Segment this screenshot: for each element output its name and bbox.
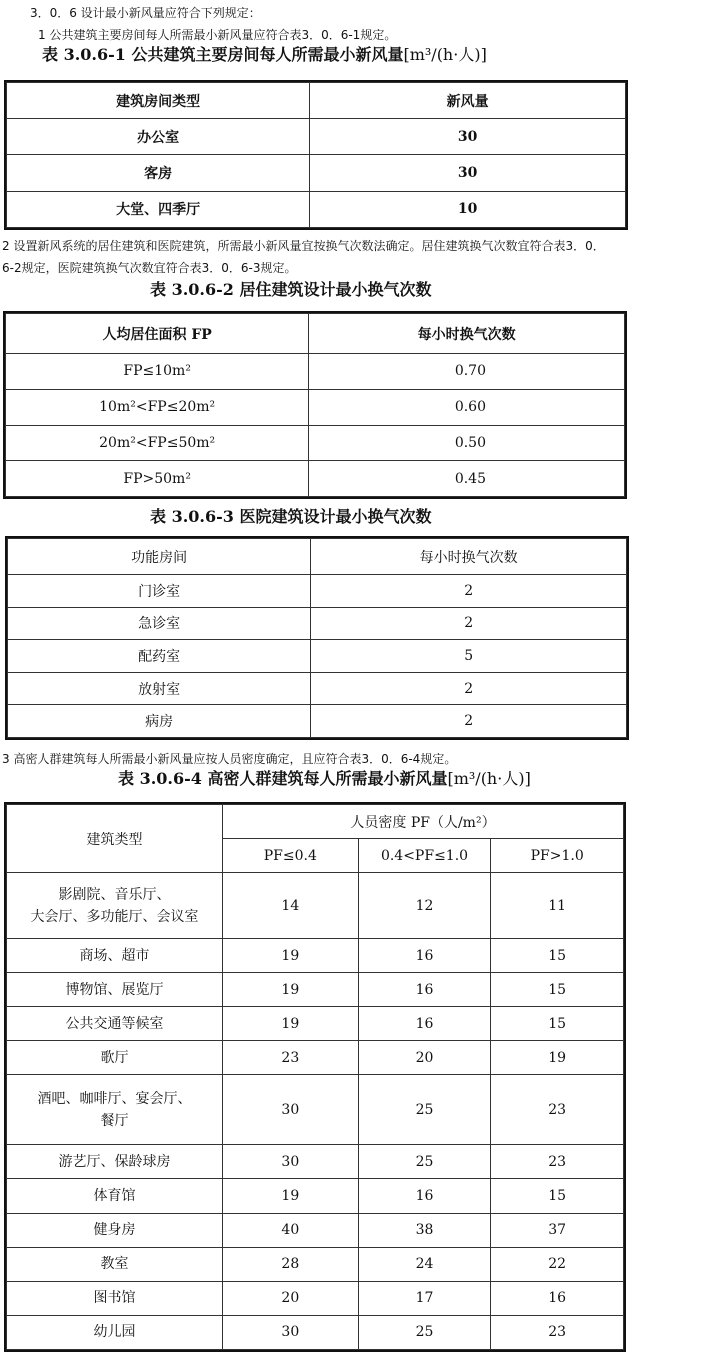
table3-title: 表 3.0.6-3 医院建筑设计最小换气次数 bbox=[150, 507, 432, 526]
table4-cell-value: 14 bbox=[222, 873, 358, 939]
table4-cell-type: 公共交通等候室 bbox=[7, 1007, 223, 1041]
table2-header-area: 人均居住面积 FP bbox=[6, 314, 309, 354]
table1-cell-type: 客房 bbox=[7, 155, 310, 191]
table4-cell-value: 37 bbox=[491, 1213, 624, 1247]
table3-cell-rate: 2 bbox=[311, 705, 627, 738]
table3-cell-room: 门诊室 bbox=[8, 575, 311, 608]
table1-title-unit: [m³/(h·人)] bbox=[403, 45, 487, 64]
table2-cell-rate: 0.50 bbox=[309, 425, 625, 461]
table4-title-unit: [m³/(h·人)] bbox=[447, 769, 531, 788]
item-2-text-line2: 6-2规定，医院建筑换气次数宜符合表3．0．6-3规定。 bbox=[2, 261, 297, 275]
table-row bbox=[7, 1007, 624, 1041]
table3-cell-rate: 2 bbox=[311, 575, 627, 608]
table4-cell-value: 23 bbox=[491, 1075, 624, 1145]
table4-cell-type-line2: 大会厅、多功能厅、会议室 bbox=[30, 908, 199, 925]
table1-cell-airflow: 30 bbox=[310, 155, 626, 191]
table4-cell-value: 16 bbox=[358, 939, 491, 973]
table4-header-type: 建筑类型 bbox=[7, 805, 223, 873]
table4-cell-value: 15 bbox=[491, 1007, 624, 1041]
table4-cell-value: 16 bbox=[491, 1281, 624, 1315]
table1-cell-airflow: 10 bbox=[310, 191, 626, 227]
table4-cell-value: 15 bbox=[491, 1179, 624, 1213]
table-row bbox=[8, 672, 627, 705]
table4-cell-value: 19 bbox=[222, 1007, 358, 1041]
table4-cell-value: 19 bbox=[222, 973, 358, 1007]
table4-cell-value: 23 bbox=[491, 1145, 624, 1179]
table-row bbox=[6, 354, 625, 390]
table3-header-room: 功能房间 bbox=[8, 539, 311, 575]
table4-cell-type: 商场、超市 bbox=[7, 939, 223, 973]
table4-cell-value: 16 bbox=[358, 1007, 491, 1041]
item-1-text: 1 公共建筑主要房间每人所需最小新风量应符合表3．0．6-1规定。 bbox=[38, 28, 397, 42]
table-row bbox=[7, 191, 626, 227]
table4-cell-value: 19 bbox=[491, 1041, 624, 1075]
table-row bbox=[8, 575, 627, 608]
table1-cell-type: 办公室 bbox=[7, 119, 310, 155]
table-row bbox=[7, 873, 624, 939]
table4-cell-value: 30 bbox=[222, 1315, 358, 1349]
table4-header-density-high: PF>1.0 bbox=[491, 839, 624, 873]
table-row bbox=[7, 1075, 624, 1145]
table4-cell-value: 24 bbox=[358, 1247, 491, 1281]
table2-cell-area: 20m²<FP≤50m² bbox=[6, 425, 309, 461]
table4-cell-type: 歌厅 bbox=[7, 1041, 223, 1075]
table4-cell-type: 博物馆、展览厅 bbox=[7, 973, 223, 1007]
table-row bbox=[7, 1145, 624, 1179]
table4-cell-value: 19 bbox=[222, 1179, 358, 1213]
table4-cell-value: 40 bbox=[222, 1213, 358, 1247]
item-2-text-line1: 2 设置新风系统的居住建筑和医院建筑，所需最小新风量宜按换气次数法确定。居住建筑换气次数宜符合表3．0． bbox=[2, 239, 605, 253]
table2-cell-area: FP>50m² bbox=[6, 461, 309, 497]
table4-header-density: 人员密度 PF（人/m²） bbox=[222, 805, 623, 839]
table1-header-type: 建筑房间类型 bbox=[7, 83, 310, 119]
table4-cell-value: 25 bbox=[358, 1315, 491, 1349]
table4-cell-type bbox=[7, 1075, 223, 1145]
table4-cell-type: 幼儿园 bbox=[7, 1315, 223, 1349]
table4-cell-value: 17 bbox=[358, 1281, 491, 1315]
table-3-0-6-4 bbox=[4, 802, 626, 1352]
table-row bbox=[8, 705, 627, 738]
table4-cell-value: 23 bbox=[491, 1315, 624, 1349]
table4-cell-value: 15 bbox=[491, 939, 624, 973]
table4-cell-value: 25 bbox=[358, 1075, 491, 1145]
table2-title: 表 3.0.6-2 居住建筑设计最小换气次数 bbox=[150, 280, 432, 299]
table4-cell-type: 图书馆 bbox=[7, 1281, 223, 1315]
table1-title bbox=[42, 44, 487, 66]
table-row bbox=[7, 1213, 624, 1247]
table4-cell-type: 教室 bbox=[7, 1247, 223, 1281]
table2-cell-rate: 0.70 bbox=[309, 354, 625, 390]
table4-cell-value: 25 bbox=[358, 1145, 491, 1179]
table4-header-density-low: PF≤0.4 bbox=[222, 839, 358, 873]
table2-cell-area: FP≤10m² bbox=[6, 354, 309, 390]
table-row bbox=[7, 1315, 624, 1349]
table4-cell-type: 健身房 bbox=[7, 1213, 223, 1247]
table3-cell-room: 配药室 bbox=[8, 640, 311, 673]
table4-cell-value: 12 bbox=[358, 873, 491, 939]
table3-cell-rate: 2 bbox=[311, 672, 627, 705]
table3-cell-rate: 5 bbox=[311, 640, 627, 673]
table-3-0-6-3 bbox=[5, 536, 629, 740]
table4-cell-value: 15 bbox=[491, 973, 624, 1007]
table-row bbox=[8, 640, 627, 673]
table-3-0-6-1 bbox=[4, 80, 628, 230]
table1-cell-airflow: 30 bbox=[310, 119, 626, 155]
table3-cell-room: 急诊室 bbox=[8, 607, 311, 640]
table2-cell-rate: 0.45 bbox=[309, 461, 625, 497]
table4-cell-value: 30 bbox=[222, 1145, 358, 1179]
table2-cell-rate: 0.60 bbox=[309, 389, 625, 425]
table-row bbox=[7, 939, 624, 973]
table2-header-rate: 每小时换气次数 bbox=[309, 314, 625, 354]
table3-cell-room: 病房 bbox=[8, 705, 311, 738]
table-row bbox=[7, 973, 624, 1007]
table4-cell-type bbox=[7, 873, 223, 939]
table4-cell-value: 23 bbox=[222, 1041, 358, 1075]
table-row bbox=[7, 1281, 624, 1315]
table-row bbox=[6, 461, 625, 497]
table4-cell-type: 体育馆 bbox=[7, 1179, 223, 1213]
table4-header-density-mid: 0.4<PF≤1.0 bbox=[358, 839, 491, 873]
table4-cell-value: 16 bbox=[358, 1179, 491, 1213]
table2-cell-area: 10m²<FP≤20m² bbox=[6, 389, 309, 425]
table4-cell-type-line1: 影剧院、音乐厅、 bbox=[58, 886, 171, 903]
table4-cell-value: 16 bbox=[358, 973, 491, 1007]
item-3-text: 3 高密人群建筑每人所需最小新风量应按人员密度确定，且应符合表3．0．6-4规定。 bbox=[2, 752, 457, 766]
table-row bbox=[7, 1247, 624, 1281]
table4-cell-value: 22 bbox=[491, 1247, 624, 1281]
table1-title-text: 表 3.0.6-1 公共建筑主要房间每人所需最小新风量 bbox=[42, 45, 404, 64]
table-row bbox=[6, 425, 625, 461]
table3-header-rate: 每小时换气次数 bbox=[311, 539, 627, 575]
table4-cell-value: 38 bbox=[358, 1213, 491, 1247]
table4-title bbox=[118, 768, 531, 790]
table-row bbox=[7, 119, 626, 155]
table3-cell-room: 放射室 bbox=[8, 672, 311, 705]
table4-title-text: 表 3.0.6-4 高密人群建筑每人所需最小新风量 bbox=[118, 769, 448, 788]
table-row bbox=[8, 607, 627, 640]
table-row bbox=[7, 1179, 624, 1213]
table-row bbox=[7, 1041, 624, 1075]
table-row bbox=[7, 155, 626, 191]
clause-heading: 3．0．6 设计最小新风量应符合下列规定： bbox=[30, 6, 261, 20]
table3-cell-rate: 2 bbox=[311, 607, 627, 640]
table4-cell-value: 20 bbox=[358, 1041, 491, 1075]
table4-cell-value: 30 bbox=[222, 1075, 358, 1145]
table4-cell-type-line1: 酒吧、咖啡厅、宴会厅、 bbox=[37, 1090, 192, 1107]
table-3-0-6-2 bbox=[3, 311, 627, 499]
table4-cell-type-line2: 餐厅 bbox=[100, 1112, 129, 1129]
table4-cell-value: 28 bbox=[222, 1247, 358, 1281]
table1-header-airflow: 新风量 bbox=[310, 83, 626, 119]
table4-cell-value: 20 bbox=[222, 1281, 358, 1315]
table4-cell-value: 11 bbox=[491, 873, 624, 939]
table4-cell-value: 19 bbox=[222, 939, 358, 973]
table1-cell-type: 大堂、四季厅 bbox=[7, 191, 310, 227]
table4-cell-type: 游艺厅、保龄球房 bbox=[7, 1145, 223, 1179]
table-row bbox=[6, 389, 625, 425]
